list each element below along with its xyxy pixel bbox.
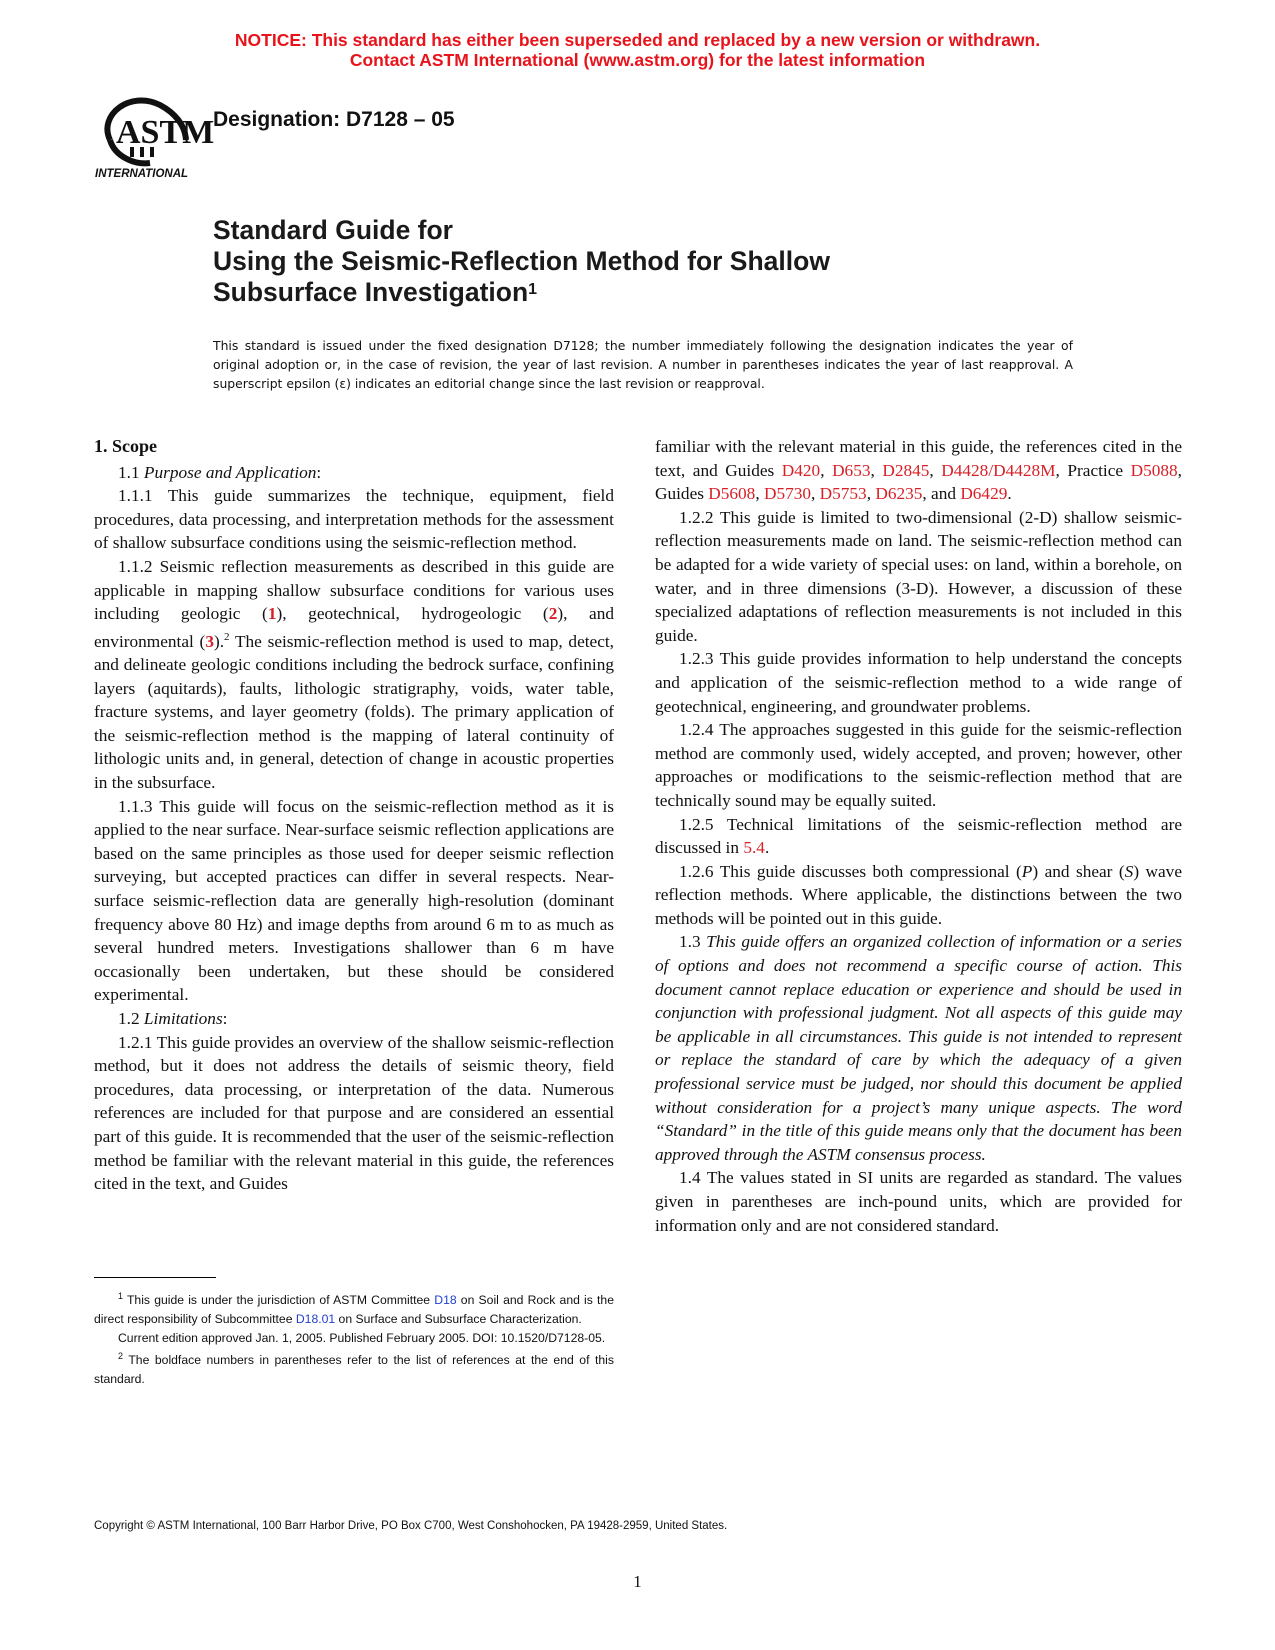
notice-line-1: NOTICE: This standard has either been superseded and replaced by a new version or withdrawn. (234, 30, 1041, 50)
notice-line-2: Contact ASTM International (www.astm.org) for the latest information (349, 50, 926, 70)
para-1-1-2: 1.1.2 Seismic reflection measurements as described in this guide are applicable in mapping shallow subsurface conditions for various uses including geologic (1), geotechnical, hydrogeologic (2), and environmental (3).$^2$ The seismic-reflection method is used to map, detect, and delineate geologic conditions including the bedrock surface, confining layers (aquitards), faults, lithologic stratigraphy, voids, water table, fracture systems, and layer geometry (folds). The primary application of the seismic-reflection method is the mapping of lateral continuity of lithologic units and, in general, detection of change in acoustic properties in the subsurface. (94, 556, 615, 793)
para-1-3: 1.3 This guide offers an organized collection of information or a series of options and does not recommend a specific course of action. This document cannot replace education or experience and should be used in conjunction with professional judgment. Not all aspects of this guide may be applicable in all circumstances. This guide is not intended to represent or replace the standard of care by which the adequacy of a given professional service must be judged, nor should this document be applied without consideration for a project’s many unique aspects. The word “Standard” in the title of this guide means only that the document has been approved through the ASTM consensus process. (655, 932, 1182, 1164)
designation: Designation: D7128 – 05 (213, 108, 455, 131)
page-number: 1 (633, 1572, 642, 1591)
link-d6429[interactable]: D6429 (960, 484, 1008, 504)
footnote-1: $^1$ This guide is under the jurisdiction of ASTM Committee D18 on Soil and Rock and is the direct responsibility of Subcommittee D18.01 on Surface and Subsurface Characterization. (94, 1291, 614, 1326)
footnote-1-edition: Current edition approved Jan. 1, 2005. Published February 2005. DOI: 10.1520/D7128-05. (118, 1330, 606, 1345)
document-title (213, 215, 830, 308)
link-d5753[interactable]: D5753 (819, 484, 867, 504)
footnotes (94, 1287, 614, 1389)
link-d6235[interactable]: D6235 (875, 484, 923, 504)
astm-logo-icon (90, 85, 215, 185)
para-1-2-1-continued: familiar with the relevant material in this guide, the references cited in the text, and Guides D420, D653, D2845, D4428/D4428M, Practice D5088, Guides D5608, D5730, D5753, D6235, and D6429. (655, 437, 1182, 504)
para-1-2: 1.2 Limitations: (118, 1009, 228, 1029)
svg-text:ASTM: ASTM (116, 114, 215, 151)
title-line-2: Using the Seismic-Reflection Method for Shallow (213, 246, 830, 276)
para-1-2-5: 1.2.5 Technical limitations of the seismic-reflection method are discussed in 5.4. (655, 814, 1182, 858)
link-d5608[interactable]: D5608 (708, 484, 756, 504)
title-footnote-mark: 1 (528, 281, 538, 298)
withdrawn-notice (0, 30, 1275, 70)
link-committee-d18[interactable]: D18 (434, 1293, 457, 1308)
para-1-4: 1.4 The values stated in SI units are regarded as standard. The values given in parentheses are inch-pound units, which are provided for information only and are not considered standard. (655, 1168, 1182, 1235)
footnote-2: $^2$ The boldface numbers in parentheses refer to the list of references at the end of this standard. (94, 1351, 614, 1387)
link-d5730[interactable]: D5730 (763, 484, 812, 504)
link-subcommittee-d18-01[interactable]: D18.01 (295, 1311, 336, 1326)
para-1-2-3: 1.2.3 This guide provides information to help understand the concepts and application of the seismic-reflection method to a wide range of geotechnical, engineering, and groundwater problems. (655, 649, 1182, 716)
issuance-note: This standard is issued under the fixed designation D7128; the number immediately following the designation indicates the year of original adoption or, in the case of revision, the year of last revision. A number in parentheses indicates the year of last reapproval. A superscript epsilon (ε) indicates an editorial change since the last revision or reapproval. (213, 338, 1073, 391)
reference-link-2[interactable]: 2 (548, 604, 558, 624)
link-d2845[interactable]: D2845 (882, 460, 930, 480)
footnote-mark-2: 2 (224, 630, 230, 643)
para-1-2-1: 1.2.1 This guide provides an overview of the shallow seismic-reflection method, but it does not address the details of seismic theory, field procedures, data processing, or interpretation of the data. Numerous references are included for that purpose and are considered an essential part of this guide. It is recommended that the user of the seismic-reflection method be familiar with the relevant material in this guide, the references cited in the text, and Guides (94, 1032, 614, 1194)
title-line-3: Subsurface Investigation (213, 277, 529, 307)
para-1-1-1: 1.1.1 This guide summarizes the technique, equipment, field procedures, data processing, and interpretation methods for the assessment of shallow subsurface conditions using the seismic-reflection method. (94, 486, 614, 553)
para-1-2-6: 1.2.6 This guide discusses both compressional (P) and shear (S) wave reflection methods. Where applicable, the distinctions between the two methods will be pointed out in this guide. (655, 861, 1182, 928)
para-1-1: 1.1 Purpose and Application: (118, 462, 322, 482)
title-line-1: Standard Guide for (213, 215, 453, 245)
left-column (94, 435, 614, 1196)
copyright: Copyright © ASTM International, 100 Barr Harbor Drive, PO Box C700, West Conshohocken, PA 19428-2959, United States. (94, 1520, 728, 1532)
link-d420[interactable]: D420 (781, 460, 821, 480)
link-d4428[interactable]: D4428/D4428M (941, 460, 1056, 480)
link-d653[interactable]: D653 (832, 460, 871, 480)
reference-link-3[interactable]: 3 (205, 631, 214, 651)
right-column (655, 435, 1182, 1237)
para-1-2-4: 1.2.4 The approaches suggested in this guide for the seismic-reflection method are commonly used, widely accepted, and proven; however, other approaches or modifications to the seismic-reflection method that are technically sound may be equally suited. (655, 720, 1182, 810)
footnote-divider (94, 1277, 216, 1278)
reference-link-1[interactable]: 1 (267, 604, 277, 624)
link-d5088[interactable]: D5088 (1130, 460, 1178, 480)
para-1-2-2: 1.2.2 This guide is limited to two-dimensional (2-D) shallow seismic-reflection measurements made on land. The seismic-reflection method can be adapted for a wide variety of special uses: on land, within a borehole, on water, and in three dimensions (3-D). However, a discussion of these specialized adaptations of reflection measurements is not included in this guide. (655, 507, 1182, 645)
para-1-1-3: 1.1.3 This guide will focus on the seismic-reflection method as it is applied to the near surface. Near-surface seismic reflection applications are based on the same principles as those used for deeper seismic reflection surveying, but accepted practices can differ in several respects. Near-surface seismic-reflection data are generally high-resolution (dominant frequency above 80 Hz) and image depths from around 6 m to as much as several hundred meters. Investigations shallower than 6 m have occasionally been undertaken, but these should be considered experimental. (94, 796, 614, 1005)
link-section-5-4[interactable]: 5.4 (743, 838, 765, 858)
section-heading: 1. Scope (94, 436, 157, 456)
logo-text: INTERNATIONAL (95, 168, 189, 180)
